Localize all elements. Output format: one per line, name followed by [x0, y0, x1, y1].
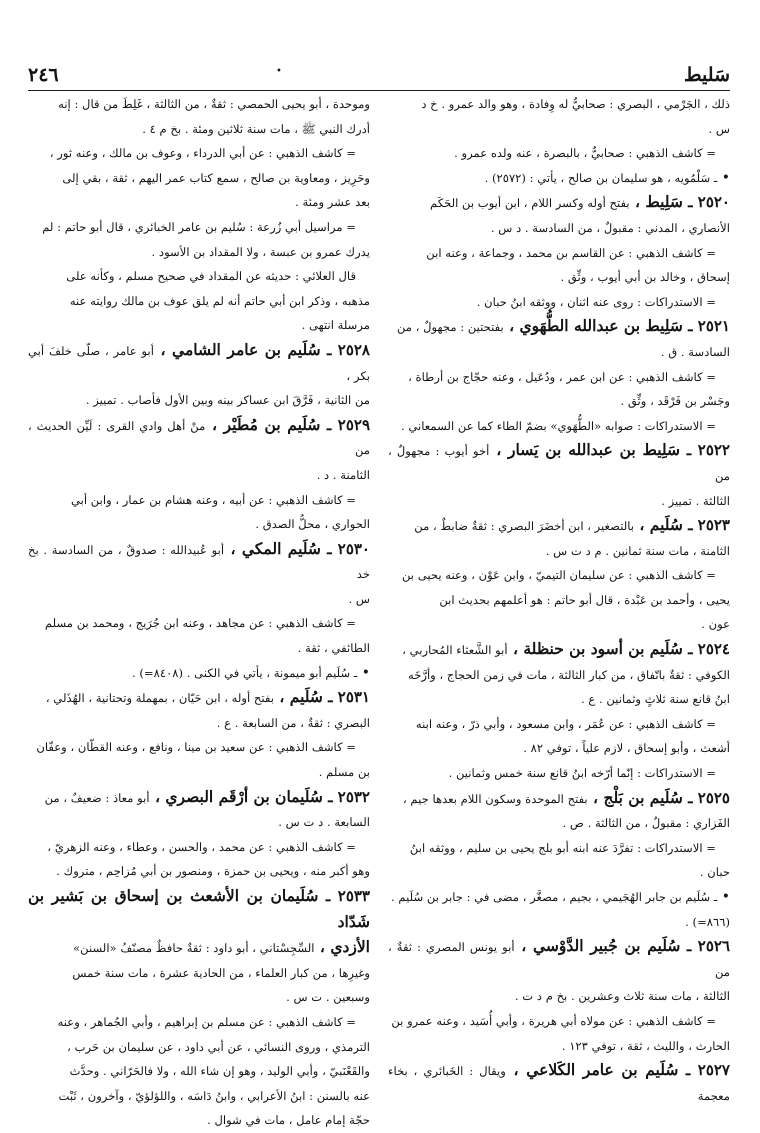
line-text: مذهبه ، وذكر ابن أبي حاتم أنه لم يلق عوف بن مالك روايته عنه	[69, 293, 370, 308]
line-text: وغيرِها ، من كبار العلماء ، من الحادية عشرة ، مات سنة خمس	[72, 965, 370, 980]
text-line	[28, 313, 370, 338]
line-text: = كاشف الذهبي : عن ابن عمر ، ودُعَيل ، وعنه حجّاج بن أرطاة ،	[408, 369, 716, 384]
bullet-icon: •	[717, 169, 730, 186]
text-line	[388, 92, 730, 117]
entry-name: الأزدي ،	[314, 937, 370, 957]
entry-heading	[388, 1058, 730, 1108]
line-text: = مراسيل أبي زُرعة : سُليم بن عامر الخبائري ، قال أبو حاتم : لم	[42, 219, 356, 234]
entry-name: سَلِيط بن عبدالله الطُّهَوي ،	[503, 316, 683, 336]
entry-number: ٢٥٢٠ ـ	[682, 193, 730, 212]
text-line	[388, 539, 730, 564]
text-line	[28, 1108, 370, 1133]
line-text: = الاستدراكات : روى عنه اثنان ، ووثقه ابنُ حبان .	[476, 294, 716, 309]
line-text: = كاشف الذهبي : عن أبي الدرداء ، وعوف بن مالك ، وعنه ثور ،	[49, 146, 356, 161]
entry-name: سُلَيم بن جُبير الدَّوْسي ،	[514, 936, 681, 956]
entry-name: سَلِيط ،	[629, 192, 683, 212]
entry-name: سُلَيم بن مُطَيْر ،	[205, 414, 321, 434]
line-text: الفَزاري : مقبولٌ ، من الثالثة . ص .	[562, 816, 730, 831]
line-text: وموحدة ، أبو يحيى الحمصي : ثقةٌ ، من الثالثة ، غَلِطَ من قال : إنه	[58, 97, 370, 111]
entry-text: أبو معاذ : ضعيفٌ ، من	[44, 790, 150, 805]
line-text: = كاشف الذهبي : عن مجاهد ، وعنه ابن جُرَيج ، ومحمد بن مسلم	[44, 616, 356, 631]
text-line	[388, 984, 730, 1009]
line-text: ـ سَلْمُويه ، هو سليمان بن صالح ، يأتي : (٢٥٧٢) .	[484, 170, 718, 185]
text-line	[388, 836, 730, 861]
text-line	[388, 588, 730, 613]
entry-text: أبو عُبيدالله : صدوقٌ ، من السادسة . بخ خد	[28, 542, 370, 582]
line-text: ذلك ، الجَرْمي ، البصري : صحابيٌّ له وِفادة ، وهو والد عمرو . خ د	[421, 97, 730, 111]
text-line	[388, 265, 730, 290]
entry-number: ٢٥٢١ ـ	[682, 317, 730, 336]
line-text: البصري : ثقةٌ ، من السابعة . ع .	[216, 715, 370, 730]
text-line	[388, 489, 730, 514]
text-line	[388, 141, 730, 166]
text-line	[388, 910, 730, 935]
line-text: وسبعين . ت س .	[286, 990, 370, 1005]
text-line	[28, 264, 370, 289]
entry-number: ٢٥٢٢ ـ	[680, 441, 730, 460]
line-text: السابعة . د ت س .	[278, 815, 370, 830]
entry-heading	[28, 338, 370, 388]
entry-number: ٢٥٢٧ ـ	[678, 1061, 730, 1080]
text-line	[28, 711, 370, 736]
text-line	[28, 859, 370, 884]
entry-name: سُلَيم بن بَلْج ،	[587, 787, 683, 807]
entry-heading	[28, 785, 370, 811]
text-line	[388, 340, 730, 365]
entry-name: سَلِيط بن عبدالله بن يَسار ،	[489, 440, 681, 460]
entry-heading	[388, 190, 730, 216]
line-text: بن مسلم .	[318, 765, 370, 780]
entry-number: ٢٥٢٣ ـ	[682, 516, 730, 535]
line-text: وجَسْر بن فَرْقَد ، وثِّق .	[620, 394, 730, 409]
text-line	[388, 885, 730, 910]
line-text: الأنصاري ، المدني : مقبولٌ ، من السادسة . د س .	[490, 220, 730, 235]
line-text: إسحاق ، وخالد بن أبي أيوب ، وثِّق .	[560, 270, 730, 285]
line-text: = كاشف الذهبي : عن سعيد بن مينا ، ونافع ، وعنه القطّان ، وعفّان	[36, 740, 356, 755]
line-text: حبان .	[699, 865, 730, 880]
line-text: يحيى ، وأحمد بن عَبْدة ، قال أبو حاتم : هو أعلمهم بحديث ابن	[439, 592, 730, 607]
entry-heading	[28, 685, 370, 711]
page-number: ٢٤٦	[28, 64, 59, 86]
entry-number: ٢٥٢٩ ـ	[320, 415, 371, 434]
entry-number: ٢٥٣١ ـ	[322, 688, 370, 707]
text-line	[28, 810, 370, 835]
entry-heading	[388, 786, 730, 812]
entry-text: بفتح أوله ، ابن حَيّان ، بمهملة وتحتانية ، الهُذَلي ،	[45, 691, 274, 706]
text-line	[28, 1084, 370, 1109]
line-text: س .	[348, 591, 370, 606]
line-text: من الثانية ، فَرَّقَ ابن عساكر بينه وبين الأول فأصاب . تمييز .	[85, 393, 370, 408]
bullet-icon: •	[357, 664, 370, 681]
text-line	[28, 760, 370, 785]
line-text: حجّة إمام عامل ، مات في شوال .	[207, 1113, 370, 1128]
text-line	[28, 215, 370, 240]
text-line	[28, 636, 370, 661]
entry-number: ٢٥٢٥ ـ	[682, 788, 730, 807]
text-line	[388, 663, 730, 688]
entry-number: ٢٥٢٦ ـ	[680, 937, 730, 956]
text-line	[388, 860, 730, 885]
running-head: سَليط	[684, 64, 730, 86]
entry-heading	[28, 413, 370, 463]
text-line	[388, 166, 730, 191]
entry-number: ٢٥٣٠ ـ	[320, 539, 370, 558]
line-text: ـ سُلَيم أبو ميمونة ، يأتي في الكنى . (٨٤٠٨=) .	[132, 665, 358, 680]
line-text: الترمذي ، وروى النسائي ، عن أبي داود ، عن سليمان بن حَرب ،	[67, 1039, 370, 1054]
line-text: يدرك عمرو بن عبسة ، ولا المقداد بن الأسود .	[151, 244, 370, 259]
right-column	[388, 92, 730, 1103]
entry-name: سُلَيمان بن الأشعث بن إسحاق بن بَشير بن شَدّاد	[28, 886, 370, 931]
text-line	[388, 365, 730, 390]
line-text: = كاشف الذهبي : عن محمد ، والحسن ، وعطاء ، وعنه الزهريّ ،	[47, 839, 356, 854]
entry-name: سُلَيم بن عامر الشامي ،	[153, 339, 321, 359]
text-line	[388, 612, 730, 637]
text-line	[28, 463, 370, 488]
entry-heading	[388, 513, 730, 539]
text-line	[28, 388, 370, 413]
entry-name: سُلَيم ،	[274, 687, 323, 707]
text-line	[28, 289, 370, 314]
line-text: الحواري ، محلُّ الصدق .	[255, 517, 370, 532]
text-line	[388, 811, 730, 836]
header-dot: •	[276, 66, 282, 77]
line-text: = كاشف الذهبي : عن مولاه أبي هريرة ، وأبي أُسَيد ، وعنه عمرو بن	[391, 1013, 716, 1028]
text-line	[388, 687, 730, 712]
text-line	[388, 414, 730, 439]
text-line	[388, 1034, 730, 1059]
entry-name: سُلَيم بن أسود بن حنظلة ،	[507, 639, 683, 659]
line-text: الثالثة . تمييز .	[661, 493, 730, 508]
line-text: عنه بالسنن : ابنُ الأعرابي ، وابنُ دَاسَه ، واللؤلؤيّ ، وآخرون ، ثَبْت	[58, 1088, 370, 1103]
line-text: الثالثة ، مات سنة ثلاث وعشرين . بخ م د ت .	[514, 989, 730, 1004]
text-line	[28, 961, 370, 986]
line-text: الطائفي ، ثقة .	[297, 641, 370, 656]
entry-number: ٢٥٣٢ ـ	[322, 787, 370, 806]
line-text: السِّجِسْتاني ، أبو داود : ثقةٌ حافظٌ مصنّفُ «السنن»	[73, 941, 315, 956]
entry-text: ويقال : الخَبائري ، بخاء معجمة	[388, 1064, 730, 1103]
text-line	[28, 240, 370, 265]
entry-name: سُلَيم ،	[634, 515, 683, 535]
line-text: أشعث ، وأبو إسحاق ، لازم علياً ، توفي ٨٢ .	[523, 741, 730, 756]
line-text: (٨٦٦=) .	[685, 914, 730, 929]
line-text: = كاشف الذهبي : عن أبيه ، وعنه هشام بن عمار ، وابن أبي	[71, 492, 356, 507]
text-columns	[28, 92, 730, 1128]
line-text: الكوفي : ثقةٌ باتّفاق ، من كبار الثالثة ، مات في زمن الحجاج ، وأرَّخَه	[407, 667, 730, 682]
entry-number: ٢٥٢٤ ـ	[682, 640, 730, 659]
entry-text: بفتح أوله وكسر اللام ، ابن أيوب بن الحَكَم	[430, 196, 630, 211]
text-line	[28, 1010, 370, 1035]
text-line	[28, 661, 370, 686]
line-text: والقَعْنَبيّ ، وأبي الوليد ، وهو إن شاء الله ، ولا فالحَرّاني . وحدَّث	[69, 1064, 370, 1079]
text-line	[388, 736, 730, 761]
line-text: ـ سُلَيم بن جابر الهُجَيمي ، بجيم ، مصغَّر ، مضى في : جابر بن سُلَيم .	[391, 890, 718, 904]
entry-text: بفتح الموحدة وسكون اللام بعدها جيم ،	[402, 791, 588, 806]
entry-heading	[388, 438, 730, 488]
line-text: = الاستدراكات : تفرَّدَ عنه ابنه أبو بلج يحيى بن سليم ، ووثقه ابنُ	[409, 840, 716, 855]
text-line	[388, 117, 730, 142]
entry-number: ٢٥٣٣ ـ	[318, 887, 370, 905]
entry-text: بالتصغير ، ابن أخضَرَ البصري : ثقةٌ ضابطٌ ، من	[414, 519, 634, 534]
text-line	[28, 512, 370, 537]
entry-name: سُلَيمان بن أرْقَم البصري ،	[149, 786, 323, 806]
entry-name: سُلَيم المكي ،	[224, 538, 321, 558]
text-line	[28, 190, 370, 215]
line-text: = الاستدراكات : إنّما أرّخه ابنُ قانع سنة خمس وثمانين .	[448, 766, 716, 781]
text-line	[388, 389, 730, 414]
line-text: أدرك النبي ﷺ ، مات سنة ثلاثين ومئة . بخ م ٤ .	[142, 121, 370, 136]
text-line	[388, 761, 730, 786]
line-text: السادسة . ق .	[660, 344, 730, 359]
text-line	[388, 563, 730, 588]
entry-text: أبو الشَّعثاء المُحاربي ،	[402, 643, 508, 658]
text-line	[388, 216, 730, 241]
text-line	[388, 1009, 730, 1034]
text-line	[28, 488, 370, 513]
line-text: = كاشف الذهبي : عن عُمَر ، وابن مسعود ، وأبي ذرّ ، وعنه ابنه	[415, 716, 716, 731]
entry-number: ٢٥٢٨ ـ	[320, 340, 370, 359]
line-text: = كاشف الذهبي : صحابيٌّ ، بالبصرة ، عنه ولده عمرو .	[454, 146, 716, 161]
line-text: الثامنة ، مات سنة ثمانين . م د ت س .	[545, 543, 730, 558]
line-text: = كاشف الذهبي : عن القاسم بن محمد ، وجماعة ، وعنه ابن	[426, 245, 716, 260]
text-line	[28, 1035, 370, 1060]
entry-text: أخو أيوب : مجهولٌ ، من	[388, 444, 730, 483]
text-line	[28, 985, 370, 1010]
entry-text: منْ أهل وادي القرى : لَيِّن الحديث ، من	[28, 418, 370, 458]
text-line	[28, 735, 370, 760]
left-column	[28, 92, 371, 1128]
entry-text: أبو يونس المصري : ثقةٌ ، من	[388, 940, 730, 979]
text-line	[28, 117, 370, 142]
entry-heading	[28, 537, 370, 587]
text-line	[28, 1059, 370, 1084]
entry-text: بفتحتين : مجهولٌ ، من	[396, 320, 504, 335]
line-text: = كاشف الذهبي : عن سليمان التيميّ ، وابن عَوْن ، وعنه يحيى بن	[401, 568, 716, 583]
text-line	[388, 290, 730, 315]
text-line	[28, 587, 370, 612]
text-line	[28, 835, 370, 860]
line-text: عون .	[701, 617, 730, 632]
entry-heading	[388, 637, 730, 663]
bullet-icon: •	[717, 889, 730, 905]
line-text: ابنُ قانع سنة ثلاثٍ وثمانين . ع .	[581, 692, 730, 707]
line-text: = كاشف الذهبي : عن مسلم بن إبراهيم ، وأبي الجُماهر ، وعنه	[57, 1014, 356, 1029]
line-text: مرسلة انتهى .	[301, 318, 370, 333]
line-text: الحارث ، والليث ، ثقة ، توفي ١٢٣ .	[561, 1038, 730, 1053]
line-text: وحَرِيز ، ومعاوية بن صالح ، سمع كتاب عمر اليهم ، ثقة ، بقي إلى	[62, 170, 370, 185]
line-text: قال العلائي : حديثه عن المقداد في صحيح مسلم ، وكأنه على	[66, 269, 356, 284]
text-line	[388, 712, 730, 737]
entry-heading	[388, 934, 730, 984]
line-text: = الاستدراكات : صوابه «الطُّهَوي» بضمّ الطاء كما عن السمعاني .	[401, 418, 716, 433]
entry-heading	[388, 314, 730, 340]
text-line	[28, 141, 370, 166]
line-text: وهو أكبر منه ، ويحيى بن حمزة ، ومنصور بن أبي مُزاحِم ، متروك .	[56, 864, 370, 879]
entry-name: سُلَيم بن عامر الكَلاعي ،	[505, 1060, 679, 1080]
text-line	[28, 166, 370, 191]
text-line	[28, 935, 370, 961]
entry-text: أبو عامر ، صلّى خلفَ أبي بكر ،	[28, 343, 370, 383]
entry-heading	[28, 884, 370, 935]
text-line	[388, 241, 730, 266]
line-text: الثامنة . د .	[316, 467, 370, 482]
page-header	[28, 52, 730, 91]
text-line	[28, 611, 370, 636]
line-text: س .	[708, 121, 730, 136]
line-text: بعد عشر ومئة .	[295, 195, 370, 210]
text-line	[28, 92, 370, 117]
